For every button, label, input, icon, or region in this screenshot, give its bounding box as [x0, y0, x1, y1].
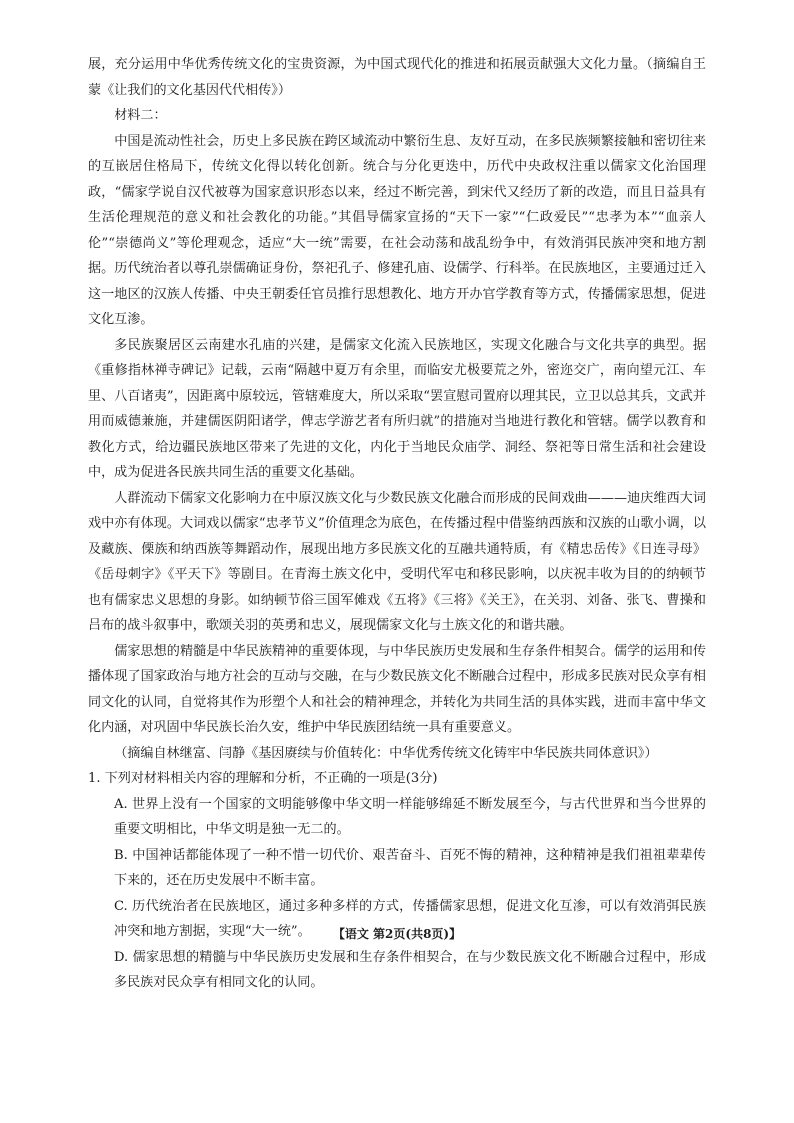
material1-tail: 展，充分运用中华优秀传统文化的宝贵资源，为中国式现代化的推进和拓展贡献强大文化力量。（摘编自王蒙《让我们的文化基因代代相传》）	[88, 57, 706, 98]
page-body	[88, 52, 706, 996]
question-1-option-b: B. 中国神话都能体现了一种不惜一切代价、艰苦奋斗、百死不悔的精神，这种精神是我们祖祖辈辈传下来的，还在历史发展中不断丰富。	[114, 847, 706, 888]
material2-heading: 材料二：	[114, 108, 167, 123]
material2-paragraph-2: 多民族聚居区云南建水孔庙的兴建，是儒家文化流入民族地区，实现文化融合与文化共享的典型。据《重修指林禅寺碑记》记载，云南“隔越中夏万有余里，而临安尤极要荒之外，密迩交广，南向望元江、车里、八百诸夷”，因距离中原较远，管辖难度大，所以采取“罢宣慰司置府以理其民，立卫以总其兵，文武并用而威德兼施，并建儒医阴阳诸学，俾志学游艺者有所归就”的措施对当地进行教化和管辖。儒学以教育和教化方式，给边疆民族地区带来了先进的文化，内化于当地民众庙学、洞经、祭祀等日常生活和社会建设中，成为促进各民族共同生活的重要文化基础。	[88, 337, 706, 480]
material2-source: （摘编自林继富、闫静《基因赓续与价值转化：中华优秀传统文化铸牢中华民族共同体意识》）	[114, 745, 658, 761]
question-1-option-c: C. 历代统治者在民族地区，通过多种多样的方式，传播儒家思想，促进文化互渗，可以有效消弭民族冲突和地方割据，实现“大一统”。	[114, 898, 706, 939]
question-1-option-a: A. 世界上没有一个国家的文明能够像中华文明一样能够绵延不断发展至今，与古代世界和当今世界的重要文明相比，中华文明是独一无二的。	[114, 796, 706, 837]
question-1-option-d: D. 儒家思想的精髓与中华民族历史发展和生存条件相契合，在与少数民族文化不断融合过程中，形成多民族对民众享有相同文化的认同。	[114, 949, 706, 990]
material2-paragraph-3: 人群流动下儒家文化影响力在中原汉族文化与少数民族文化融合而形成的民间戏曲———迪庆维西大词戏中亦有体现。大词戏以儒家“忠孝节义”价值理念为底色，在传播过程中借鉴纳西族和汉族的山歌小调，以及藏族、傈族和纳西族等舞蹈动作，展现出地方多民族文化的互融共通特质，有《精忠岳传》《日连寻母》《岳母刺字》《平天下》等剧目。在青海土族文化中，受明代军屯和移民影响，以庆祝丰收为目的的纳顿节也有儒家忠义思想的身影。如纳顿节俗三国军傩戏《五将》《三将》《关王》，在关羽、刘备、张飞、曹操和吕布的战斗叙事中，歌颂关羽的英勇和忠义，展现儒家文化与土族文化的和谐共融。	[88, 490, 706, 633]
page-footer: 【语文 第2页(共8页)】	[332, 927, 462, 941]
material2-paragraph-1: 中国是流动性社会，历史上多民族在跨区域流动中繁衍生息、友好互动，在多民族频繁接触和密切往来的互嵌居住格局下，传统文化得以转化创新。统合与分化更迭中，历代中央政权注重以儒家文化治国理政，“儒家学说自汉代被尊为国家意识形态以来，经过不断完善，到宋代又经历了新的改造，而且日益具有生活伦理规范的意义和社会教化的功能。”其倡导儒家宣扬的“天下一家”“仁政爱民”“忠孝为本”“血亲人伦”“崇德尚义”等伦理观念，适应“大一统”需要，在社会动荡和战乱纷争中，有效消弭民族冲突和地方割据。历代统治者以尊孔崇儒确证身份，祭祀孔子、修建孔庙、设儒学、行科举。在民族地区，主要通过迁入这一地区的汉族人传播、中央王朝委任官员推行思想教化、地方开办官学教育等方式，传播儒家思想，促进文化互渗。	[88, 133, 706, 327]
question-1-stem: 1. 下列对材料相关内容的理解和分析，不正确的一项是(3分)	[88, 771, 438, 786]
material2-paragraph-4: 儒家思想的精髓是中华民族精神的重要体现，与中华民族历史发展和生存条件相契合。儒学的运用和传播体现了国家政治与地方社会的互动与交融，在与少数民族文化不断融合过程中，形成多民族对民众享有相同文化的认同，自觉将其作为形塑个人和社会的精神理念，并转化为共同生活的具体实践，进而丰富中华文化内涵，对巩固中华民族长治久安，维护中华民族团结统一具有重要意义。	[88, 643, 706, 735]
